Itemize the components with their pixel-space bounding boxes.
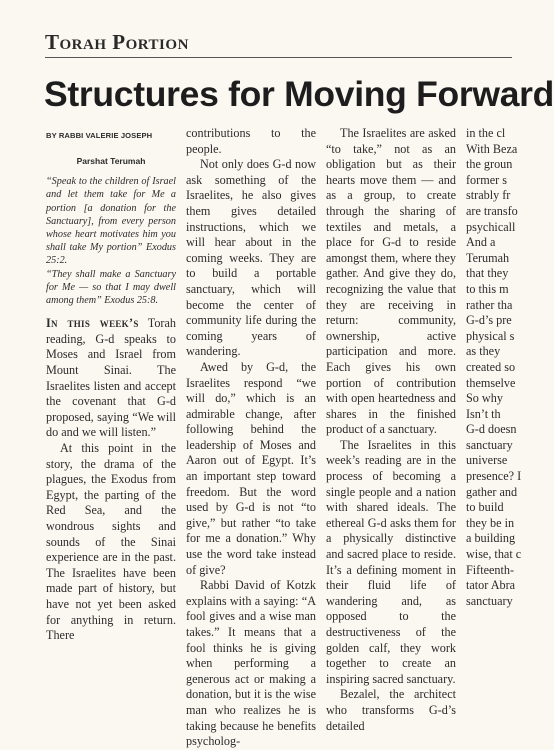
column-4-line: And a [466,235,496,250]
epigraph-quote-1: “Speak to the children of Israel and let them take for Me a portion [a donation for the Sanctuary], from every person whose heart motivates him you shall take My portion” Exodus 25:2. [46,176,176,267]
column-4-line: a building [466,531,516,546]
column-4-line: created so [466,359,516,374]
article-headline: Structures for Moving Forward [44,74,554,114]
body-paragraph: Rabbi David of Kotzk explains with a saying: “A fool gives and a wise man takes.” It means that a fool thinks he is giving when performing a generous act or making a donation, but it is the wise man who realizes he is taking because he benefits psycholog- [186,578,316,749]
column-4-line: they be in [466,515,515,530]
column-4-line: gather and [466,484,518,499]
column-4-line: wise, that c [466,547,522,562]
column-4-line: to build [466,500,504,515]
article-subtitle: Parshat Terumah [76,155,146,166]
column-4-line: With Beza [466,141,518,156]
section-divider [45,57,512,58]
body-paragraph: Not only does G-d now ask something of the Israelites, he also gives them gives detailed instructions, which we will hear about in the coming weeks. They are to build a portable sanctuary, which will become the center of community life during the coming years of wandering. [186,157,316,359]
column-4-line: are transfo [466,203,518,218]
column-4-line: psychicall [466,219,516,234]
body-paragraph: contributions to the people. [186,126,316,156]
column-4-line: themselve [466,375,516,390]
column-4-line: rather tha [466,297,513,312]
body-paragraph: Awed by G-d, the Israelites respond “we will do,” which is an admirable change, after following behind the leadership of Moses and Aaron out of Egypt. It’s an important step toward freedom. But the word used by G-d is not “to give,” but rather “to take for me a donation.” Why use the word take instead of give? [186,359,316,577]
column-4-line: Terumah [466,250,510,265]
byline: BY RABBI VALERIE JOSEPH [46,131,153,140]
column-4-line: G-d’s pre [466,313,512,328]
column-4-line: universe [466,453,508,468]
column-4-line: that they [466,266,509,281]
column-4-line: in the cl [466,126,506,140]
epigraph-quote-2: “They shall make a Sanctuary for Me — so that I may dwell among them” Exodus 25:8. [46,268,176,307]
column-4-line: So why [466,391,503,406]
article-column-2 [186,126,316,750]
article-column-4 [466,126,522,609]
lead-text: Torah reading, G-d speaks to Moses and Israel from Mount Sinai. The Israelites listen and accept the covenant that G-d proposed, saying “We will do and we will listen.” [46,316,176,440]
article-column-1 [46,126,176,644]
column-4-line: physical s [466,328,515,343]
column-4-line: sanctuary [466,593,513,608]
section-label: Torah Portion [45,30,189,54]
column-4-line: G-d doesn [466,422,517,437]
lead-in: In this week’s [46,316,139,331]
column-4-line: presence? I [466,469,522,484]
column-4-line: Fifteenth- [466,562,515,577]
body-paragraph: Bezalel, the architect who transforms G-d’s detailed [326,687,456,733]
column-4-line: Isn’t th [466,406,501,421]
body-paragraph: The Israelites in this week’s reading are in the process of becoming a single people and a nation with shared ideals. The ethereal G-d asks them for a physically distinctive and sacred place to reside. It’s a defining moment in their fluid life of wandering and, as opposed to the destructiveness of the golden calf, they work together to create an inspiring sacred sanctuary. [326,437,456,686]
column-4-line: former s [466,172,507,187]
column-4-line: sanctuary [466,437,513,452]
column-4-line: tator Abra [466,578,516,593]
column-4-line: strably fr [466,188,511,203]
body-paragraph: The Israelites are asked “to take,” not as an obligation but as their hearts move them — and as a group, to create through the sharing of textiles and metals, a place for G-d to reside amongst them, where they gather. And give they do, recognizing the value that they are receiving in return: community, ownership, active participation and more. Each gives his own portion of contribution with open heartedness and shares in the finished product of a sanctuary. [326,126,456,437]
column-4-line: as they [466,344,501,359]
lead-paragraph [46,316,176,441]
article-column-3 [326,126,456,734]
column-4-line: the groun [466,157,513,172]
body-paragraph: At this point in the story, the drama of the plagues, the Exodus from Egypt, the parting of the Red Sea, and the wondrous sights and sounds of the Sinai experience are in the past. The Israelites have been made part of history, but have not yet been asked for anything in return. There [46,440,176,643]
column-4-line: to this m [466,281,509,296]
